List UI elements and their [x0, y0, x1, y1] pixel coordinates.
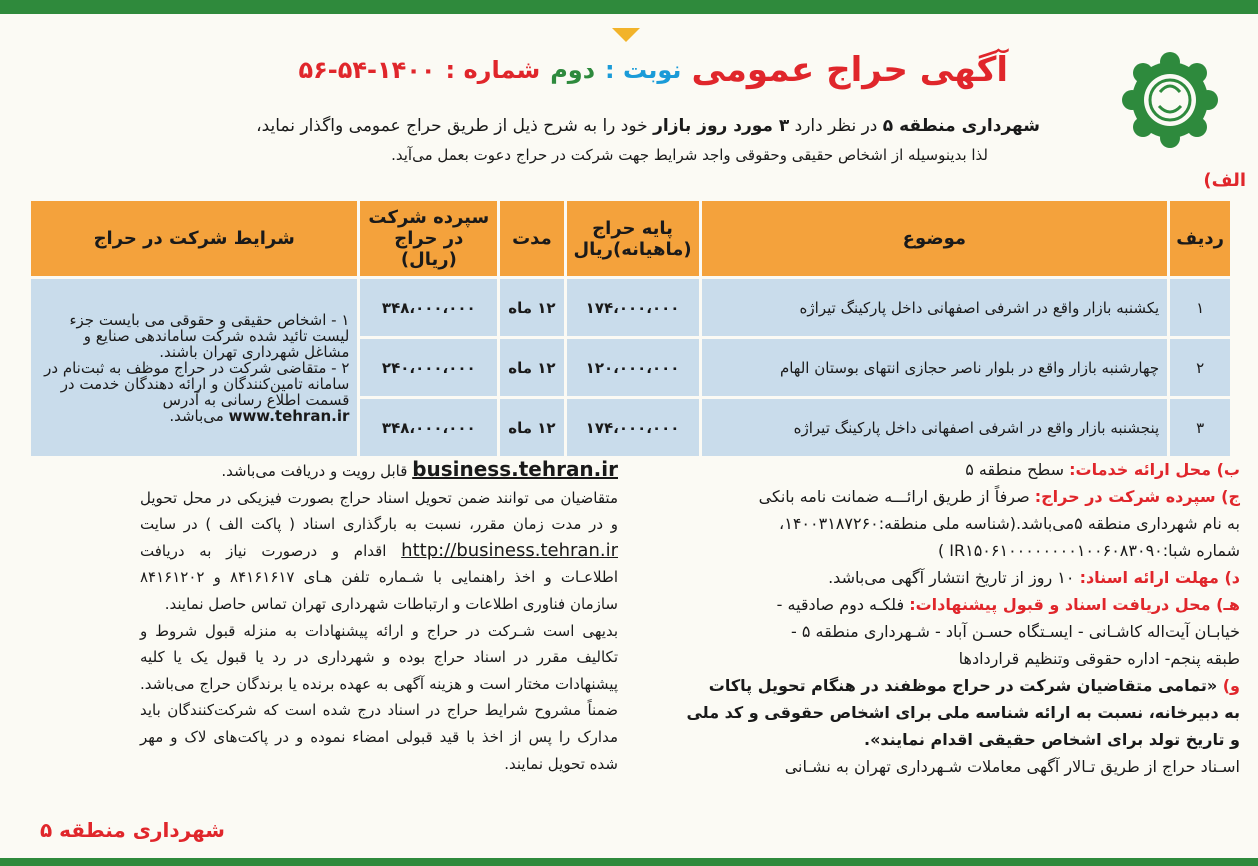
row-number: ۳ [1169, 398, 1232, 458]
section-h-value-1: فلکـه دوم صادقیه - [776, 595, 905, 614]
section-j-value-1: صرفاً از طریق ارائـــه ضمانت نامه بانکی [758, 487, 1030, 506]
section-h-value-2: خیابـان آیت‌اله کاشـانی - ایسـتگاه حسـن آباد - شـهرداری منطقه ۵ - [791, 622, 1240, 641]
intro-line-2: لذا بدینوسیله از اشخاص حقیقی وحقوقی واجد شرایط جهت شرکت در حراج دعوت بعمل می‌آید. [391, 146, 988, 164]
business-url-link[interactable]: business.tehran.ir [412, 457, 618, 481]
business-site-link[interactable]: http://business.tehran.ir [401, 539, 618, 561]
row-duration: ۱۲ ماه [499, 398, 565, 458]
row-base-price: ۱۲۰،۰۰۰،۰۰۰ [565, 338, 700, 398]
row-deposit: ۳۴۸،۰۰۰،۰۰۰ [359, 398, 499, 458]
section-d-label: د) مهلت ارائه اسناد: [1079, 568, 1240, 587]
left-para-1-text: متقاضیان می توانند ضمن تحویل اسناد حراج بصورت فیزیکی در محل تحویل و در مدت زمان مقرر، نسبت به بارگذاری اسناد ( پاکت الف ) در سایت [140, 488, 618, 534]
intro-count: ۳ مورد روز بازار [653, 116, 790, 136]
title-main: آگهی حراج عمومی [691, 50, 1008, 90]
row-base-price: ۱۷۴،۰۰۰،۰۰۰ [565, 278, 700, 338]
intro-org: شهرداری منطقه ۵ [882, 116, 1040, 136]
header-base-price: پایه حراج (ماهیانه)ریال [565, 200, 700, 278]
intro-line-1 [256, 116, 1040, 136]
section-b [640, 456, 1240, 483]
bottom-color-band [0, 858, 1258, 866]
row-subject: یکشنبه بازار واقع در اشرفی اصفهانی داخل پارکینگ تیراژه [700, 278, 1169, 338]
row-deposit: ۲۴۰،۰۰۰،۰۰۰ [359, 338, 499, 398]
left-line-1 [140, 456, 618, 485]
left-para-1-end: اقدام و درصورت نیاز به دریافت اطلاعـات و اخذ راهنمایی با شـماره تلفن هـای ۸۴۱۶۱۶۱۷ و ۸۴۱۶۱۲۰۲ سازمان فناوری اطلاعات و ارتباطات شهرداری تهران تماس حاصل نمایند. [140, 541, 618, 613]
section-h [640, 591, 1240, 618]
left-paragraph-1 [140, 485, 618, 618]
section-v-value-2: به دبیرخانه، نسبت به ارائه شناسه ملی برای اشخاص حقوقی و کد ملی [686, 703, 1240, 722]
intro-mid: در نظر دارد [794, 116, 878, 136]
section-v-value-1: «تمامی متقاضیان شرکت در حراج موظفند در هنگام تحویل پاکات [708, 676, 1218, 695]
section-v [640, 672, 1240, 699]
section-b-label: ب) محل ارائه خدمات: [1069, 460, 1240, 479]
signature: شهرداری منطقه ۵ [40, 818, 225, 842]
row-duration: ۱۲ ماه [499, 338, 565, 398]
section-j-label: ج) سپرده شرکت در حراج: [1034, 487, 1240, 506]
round-label: نوبت : [605, 56, 682, 84]
intro-end: خود را به شرح ذیل از طریق حراج عمومی واگذار نماید، [256, 116, 648, 136]
section-j-value-2: به نام شهرداری منطقه ۵می‌باشد.(شناسه ملی منطقه:۱۴۰۰۳۱۸۷۲۶۰، [779, 514, 1240, 533]
row-number: ۲ [1169, 338, 1232, 398]
header-deposit: سپرده شرکت در حراج (ریال) [359, 200, 499, 278]
round-value: دوم [550, 56, 596, 84]
section-v-value-3: و تاریخ تولد برای اشخاص حقیقی اقدام نمایند». [863, 730, 1240, 749]
number-label: شماره : [445, 56, 541, 84]
condition-2: ۲ - متقاضی شرکت در حراج موظف به ثبت‌نام در سامانه تامین‌کنندگان و ارائه دهندگان خدمت در قسمت اطلاع رسانی به آدرس [44, 358, 350, 409]
section-a-label: الف) [1203, 170, 1246, 191]
section-d-value: ۱۰ روز از تاریخ انتشار آگهی می‌باشد. [828, 568, 1075, 587]
conditions-cell [30, 278, 359, 458]
row-base-price: ۱۷۴،۰۰۰،۰۰۰ [565, 398, 700, 458]
header-row-no: ردیف [1169, 200, 1232, 278]
documents-last-line: اسـناد حراج از طریق تـالار آگهی معاملات شـهرداری تهران به نشـانی [784, 757, 1240, 776]
section-d [640, 564, 1240, 591]
details-right-column [640, 456, 1240, 780]
header-duration: مدت [499, 200, 565, 278]
top-color-band [0, 0, 1258, 14]
section-b-value: سطح منطقه ۵ [965, 460, 1065, 479]
header-subject: موضوع [700, 200, 1169, 278]
section-v-label: و) [1222, 676, 1240, 695]
section-h-label: هـ) محل دریافت اسناد و قبول پیشنهادات: [909, 595, 1240, 614]
header-conditions: شرایط شرکت در حراج [30, 200, 359, 278]
details-left-column [140, 456, 618, 777]
condition-1: ۱ - اشخاص حقیقی و حقوقی می بایست جزء لیست تائید شده شرکت ساماندهی صنایع و مشاغل شهرداری تهران باشند. [69, 310, 350, 361]
section-h-value-3: طبقه پنجم- اداره حقوقی وتنظیم قراردادها [958, 649, 1240, 668]
row-number: ۱ [1169, 278, 1232, 338]
auction-table [28, 198, 1233, 459]
row-duration: ۱۲ ماه [499, 278, 565, 338]
tehran-municipality-logo [1115, 50, 1225, 150]
table-header-row [30, 200, 1232, 278]
ad-number: ۵۶-۵۴-۱۴۰۰ [298, 56, 436, 84]
ad-title [298, 48, 1008, 92]
row-deposit: ۳۴۸،۰۰۰،۰۰۰ [359, 278, 499, 338]
left-line-1-end: قابل رویت و دریافت می‌باشد. [221, 462, 408, 480]
row-subject: چهارشنبه بازار واقع در بلوار ناصر حجازی انتهای بوستان الهام [700, 338, 1169, 398]
conditions-url-link[interactable]: www.tehran.ir [228, 406, 350, 425]
row-subject: پنجشنبه بازار واقع در اشرفی اصفهانی داخل پارکینگ تیراژه [700, 398, 1169, 458]
condition-2-end: می‌باشد. [169, 406, 224, 425]
section-j-value-3: شماره شبا:IR۱۵۰۶۱۰۰۰۰۰۰۰۰۱۰۰۶۰۸۳۰۹۰ ) [937, 541, 1240, 560]
section-j [640, 483, 1240, 510]
top-pointer-decoration [612, 28, 640, 42]
table-row [30, 278, 1232, 338]
left-paragraph-2: بدیهی است شـرکت در حراج و ارائه پیشنهادات به منزله قبول شروط و تکالیف مقرر در اسناد حراج بوده و شهرداری در رد یا قبول یک یا کلیه پیشنهادات مختار است و هزینه آگهی به عهده برنده یا برندگان حراج می‌باشد. ضمناً مشروح شرایط حراج در اسناد درج شده است که شرکت‌کنندگان باید مدارک را پس از اخذ با قید قبولی امضاء نموده و در پاکت‌های لاک و مهر شده تحویل نمایند. [140, 621, 618, 773]
